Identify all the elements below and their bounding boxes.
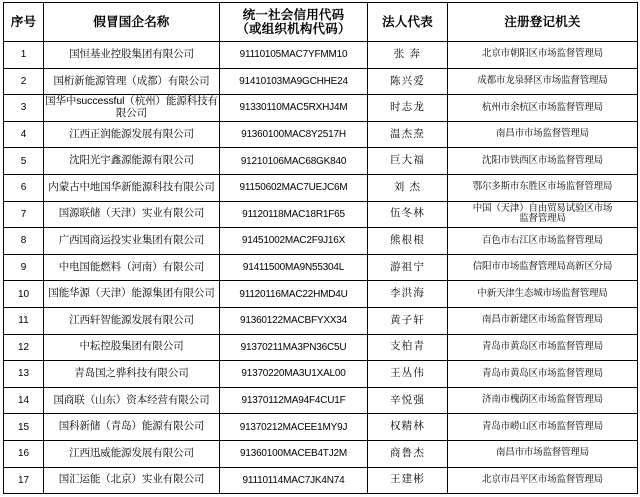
cell-legal-representative: 时志龙 [368,95,448,122]
registration-authority-line1: 信阳市市场监督管理局高新区分局 [472,261,613,273]
cell-index: 12 [4,334,44,361]
header-code-line2: （或组织机构代码） [236,22,351,36]
cell-legal-representative: 游祖宁 [368,254,448,281]
cell-company-name: 国源联储（天津）实业有限公司 [44,201,220,228]
table-row [4,440,638,467]
cell-registration-authority [448,228,638,255]
cell-registration-authority [448,440,638,467]
cell-legal-representative: 伍冬林 [368,201,448,228]
cell-index: 14 [4,387,44,414]
fake-soe-table [3,2,638,494]
table-row [4,201,638,228]
table-row [4,334,638,361]
registration-authority-line1: 南昌市新建区市场监督管理局 [482,314,603,326]
cell-index: 3 [4,95,44,122]
cell-legal-representative: 张 奔 [368,42,448,69]
cell-credit-code: 91370220MA3U1XAL00 [220,361,368,388]
header-representative: 法人代表 [368,3,448,42]
cell-legal-representative: 黄子轩 [368,307,448,334]
cell-index: 4 [4,121,44,148]
cell-index: 15 [4,414,44,441]
cell-company-name: 江西迅威能源发展有限公司 [44,440,220,467]
cell-index: 13 [4,361,44,388]
table-row [4,361,638,388]
cell-registration-authority [448,361,638,388]
cell-index: 9 [4,254,44,281]
registration-authority-line1: 青岛市黄岛区市场监督管理局 [482,367,603,379]
cell-credit-code: 91360100MAC8Y2517H [220,121,368,148]
registration-authority-line1: 南昌市市场监督管理局 [495,447,589,459]
cell-registration-authority [448,281,638,308]
cell-company-name: 内蒙古中地国华新能源科技有限公司 [44,174,220,201]
registration-authority-line1: 鄂尔多斯市东胜区市场监督管理局 [472,181,613,193]
cell-index: 11 [4,307,44,334]
cell-registration-authority [448,121,638,148]
cell-company-name: 沈阳光宇鑫源能源有限公司 [44,148,220,175]
cell-registration-authority [448,254,638,281]
cell-company-name: 青岛国之骅科技有限公司 [44,361,220,388]
cell-registration-authority [448,42,638,69]
registration-authority-line1: 中国（天津）自由贸易试验区市场 [472,202,613,214]
registration-authority-line1: 青岛市崂山区市场监督管理局 [482,420,603,432]
cell-company-name: 中耘控股集团有限公司 [44,334,220,361]
cell-credit-code: 91370212MACEE1MY9J [220,414,368,441]
cell-credit-code: 91410103MA9GCHHE24 [220,68,368,95]
registration-authority-line1: 杭州市余杭区市场监督管理局 [482,101,603,113]
header-code-line1: 统一社会信用代码 [242,8,345,22]
table-body [4,42,638,494]
cell-registration-authority [448,148,638,175]
table-row [4,121,638,148]
cell-credit-code: 91330110MAC5RXHJ4M [220,95,368,122]
registration-authority-line2: 监督管理局 [519,213,566,225]
table-row [4,307,638,334]
cell-legal-representative: 李洪海 [368,281,448,308]
cell-company-name: 国恒基业控股集团有限公司 [44,42,220,69]
cell-index: 16 [4,440,44,467]
cell-company-name: 国汇运能（北京）实业有限公司 [44,467,220,494]
registration-authority-line1: 百色市右江区市场监督管理局 [482,234,603,246]
cell-index: 10 [4,281,44,308]
header-registration-authority: 注册登记机关 [448,3,638,42]
cell-index: 6 [4,174,44,201]
cell-legal-representative: 陈兴爱 [368,68,448,95]
cell-credit-code: 91370112MA94F4CU1F [220,387,368,414]
cell-company-name: 国科新储（青岛）能源有限公司 [44,414,220,441]
cell-index: 1 [4,42,44,69]
cell-company-name: 中电国能燃料（河南）有限公司 [44,254,220,281]
cell-legal-representative: 巨大福 [368,148,448,175]
cell-index: 8 [4,228,44,255]
cell-company-name: 国华中successful（杭州）能源科技有限公司 [44,95,220,122]
cell-credit-code: 91120116MAC22HMD4U [220,281,368,308]
cell-registration-authority [448,201,638,228]
registration-authority-line1: 青岛市黄岛区市场监督管理局 [482,341,603,353]
table-row [4,228,638,255]
header-index: 序号 [4,3,44,42]
registration-authority-line1: 北京市昌平区市场监督管理局 [482,473,603,485]
cell-registration-authority [448,68,638,95]
cell-registration-authority [448,467,638,494]
table-row [4,281,638,308]
cell-index: 7 [4,201,44,228]
header-name: 假冒国企名称 [44,3,220,42]
table-row [4,174,638,201]
registration-authority-line1: 济南市槐荫区市场监督管理局 [482,394,603,406]
cell-legal-representative: 王建彬 [368,467,448,494]
table-row [4,254,638,281]
cell-credit-code: 91110105MAC7YFMM10 [220,42,368,69]
cell-index: 2 [4,68,44,95]
table-row [4,148,638,175]
registration-authority-line1: 南昌市市场监督管理局 [495,128,589,140]
cell-credit-code: 91451002MAC2F9J16X [220,228,368,255]
cell-credit-code: 91150602MAC7UEJC6M [220,174,368,201]
cell-credit-code: 91370211MA3PN36C5U [220,334,368,361]
cell-legal-representative: 支柏青 [368,334,448,361]
cell-credit-code: 91210106MAC68GK840 [220,148,368,175]
table-row [4,387,638,414]
cell-company-name: 广西国商运投实业集团有限公司 [44,228,220,255]
cell-legal-representative: 商鲁杰 [368,440,448,467]
cell-registration-authority [448,307,638,334]
cell-legal-representative: 温杰焘 [368,121,448,148]
cell-company-name: 国桁新能源管理（成都）有限公司 [44,68,220,95]
cell-credit-code: 91411500MA9N55304L [220,254,368,281]
cell-registration-authority [448,174,638,201]
cell-company-name: 江西正润能源发展有限公司 [44,121,220,148]
cell-index: 17 [4,467,44,494]
table-row [4,42,638,69]
cell-legal-representative: 辛悦强 [368,387,448,414]
registration-authority-line1: 沈阳市铁西区市场监督管理局 [482,154,603,166]
cell-credit-code: 91120118MAC18R1F65 [220,201,368,228]
cell-company-name: 江西轩智能源发展有限公司 [44,307,220,334]
cell-legal-representative: 权精林 [368,414,448,441]
header-code [220,3,368,42]
cell-legal-representative: 王丛伟 [368,361,448,388]
cell-legal-representative: 熊根根 [368,228,448,255]
registration-authority-line1: 北京市朝阳区市场监督管理局 [482,48,603,60]
cell-registration-authority [448,95,638,122]
cell-company-name: 国能华源（天津）能源集团有限公司 [44,281,220,308]
cell-legal-representative: 刘 杰 [368,174,448,201]
table-row [4,414,638,441]
table-row [4,68,638,95]
cell-credit-code: 91360100MACEB4TJ2M [220,440,368,467]
table-row [4,95,638,122]
registration-authority-line1: 成都市龙泉驿区市场监督管理局 [477,75,608,87]
cell-company-name: 国商联（山东）资本经营有限公司 [44,387,220,414]
cell-credit-code: 91110114MAC7JK4N74 [220,467,368,494]
cell-index: 5 [4,148,44,175]
cell-registration-authority [448,387,638,414]
cell-credit-code: 91360122MACBFYXX34 [220,307,368,334]
header-row [4,3,638,42]
cell-registration-authority [448,334,638,361]
table-row [4,467,638,494]
table-header [4,3,638,42]
cell-registration-authority [448,414,638,441]
registration-authority-line1: 中新天津生态城市场监督管理局 [477,287,608,299]
